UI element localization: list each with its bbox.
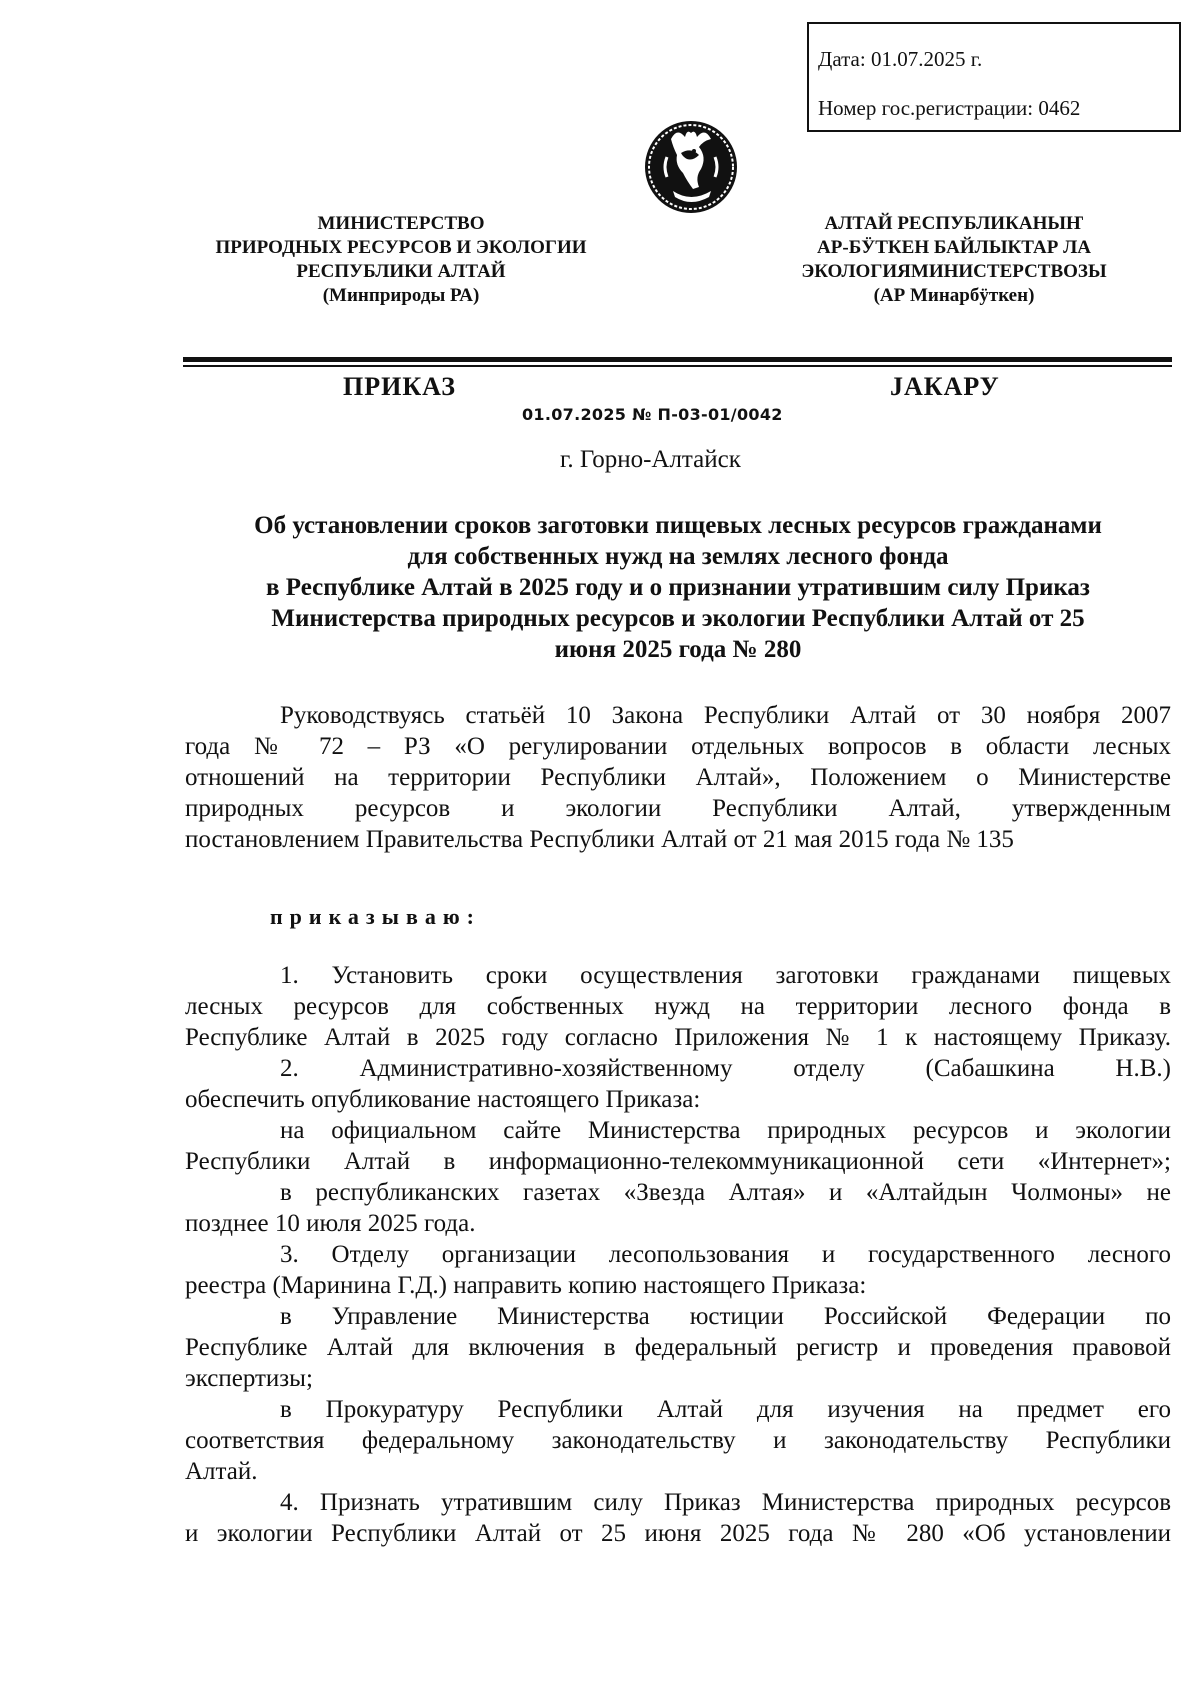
item3-line1: 3. Отделу организации лесопользования и государственного лесного bbox=[280, 1241, 1171, 1268]
coat-of-arms-icon bbox=[637, 117, 745, 220]
order-number: 01.07.2025 № П-03-01/0042 bbox=[522, 405, 783, 424]
order-word-ru: ПРИКАЗ bbox=[343, 372, 457, 401]
preamble-paragraph bbox=[185, 700, 1171, 855]
ministry-ru-line3: РЕСПУБЛИКИ АЛТАЙ bbox=[296, 261, 506, 282]
item3b-line2: соответствия федеральному законодательству и законодательству Республики bbox=[185, 1427, 1171, 1454]
preamble-line5: постановлением Правительства Республики Алтай от 21 мая 2015 года № 135 bbox=[185, 826, 1014, 853]
item3b-line1: в Прокуратуру Республики Алтай для изучения на предмет его bbox=[280, 1396, 1171, 1423]
item4-line2: и экологии Республики Алтай от 25 июня 2025 года № 280 «Об установлении bbox=[185, 1520, 1171, 1547]
ministry-alt-line2: АР-БӰТКЕН БАЙЛЫКТАР ЛА bbox=[817, 237, 1091, 258]
ministry-ru-line2: ПРИРОДНЫХ РЕСУРСОВ И ЭКОЛОГИИ bbox=[215, 237, 587, 258]
title-line2: для собственных нужд на землях лесного фонда bbox=[407, 543, 949, 570]
item3a-line2: Республике Алтай для включения в федеральный регистр и проведения правовой bbox=[185, 1334, 1171, 1361]
registration-number-value: 0462 bbox=[1038, 96, 1081, 120]
ministry-header-altai bbox=[754, 212, 1154, 308]
item1-line2: лесных ресурсов для собственных нужд на территории лесного фонда в bbox=[185, 993, 1171, 1020]
item2a-line1: на официальном сайте Министерства природных ресурсов и экологии bbox=[280, 1117, 1171, 1144]
preamble-line1: Руководствуясь статьёй 10 Закона Республики Алтай от 30 ноября 2007 bbox=[280, 702, 1171, 729]
preamble-line2: года № 72 – РЗ «О регулировании отдельных вопросов в области лесных bbox=[185, 733, 1171, 760]
title-line4: Министерства природных ресурсов и экологии Республики Алтай от 25 bbox=[271, 605, 1085, 632]
document-title bbox=[183, 510, 1173, 665]
item1-line1: 1. Установить сроки осуществления заготовки гражданами пищевых bbox=[280, 962, 1171, 989]
item2a-line2: Республики Алтай в информационно-телекоммуникационной сети «Интернет»; bbox=[185, 1148, 1171, 1175]
item2b-line1: в республиканских газетах «Звезда Алтая» и «Алтайдын Чолмоны» не bbox=[280, 1179, 1171, 1206]
registration-date-label: Дата: bbox=[818, 47, 866, 71]
title-line1: Об установлении сроков заготовки пищевых лесных ресурсов гражданами bbox=[254, 512, 1102, 539]
item2-line1: 2. Административно-хозяйственному отделу (Сабашкина Н.В.) bbox=[280, 1055, 1171, 1082]
title-line5: июня 2025 года № 280 bbox=[554, 636, 802, 663]
title-line3: в Республике Алтай в 2025 году и о признании утратившим силу Приказ bbox=[266, 574, 1090, 601]
registration-stamp bbox=[807, 22, 1181, 132]
orders-list bbox=[185, 960, 1171, 1549]
item2b-line2: позднее 10 июля 2025 года. bbox=[185, 1210, 476, 1237]
order-city: г. Горно-Алтайск bbox=[560, 446, 741, 473]
item4-line1: 4. Признать утратившим силу Приказ Министерства природных ресурсов bbox=[280, 1489, 1171, 1516]
registration-number bbox=[818, 96, 1080, 121]
ministry-alt-line1: АЛТАЙ РЕСПУБЛИКАНЫҤ bbox=[824, 213, 1084, 234]
item3b-line3: Алтай. bbox=[185, 1458, 258, 1485]
item3-line2: реестра (Маринина Г.Д.) направить копию настоящего Приказа: bbox=[185, 1272, 867, 1299]
item3a-line3: экспертизы; bbox=[185, 1365, 313, 1392]
registration-date-value: 01.07.2025 г. bbox=[870, 47, 983, 71]
decree-word: приказываю: bbox=[270, 904, 481, 929]
header-divider-thin bbox=[183, 365, 1172, 367]
order-word-altai: JАКАРУ bbox=[890, 372, 1000, 401]
ministry-header-ru bbox=[190, 212, 612, 308]
ministry-alt-line4: (АР Минарбӱткен) bbox=[873, 285, 1035, 306]
registration-number-label: Номер гос.регистрации: bbox=[818, 96, 1034, 120]
ministry-alt-line3: ЭКОЛОГИЯМИНИСТЕРСТВОЗЫ bbox=[801, 261, 1107, 282]
item2-line2: обеспечить опубликование настоящего Приказа: bbox=[185, 1086, 701, 1113]
item1-line3: Республике Алтай в 2025 году согласно Приложения № 1 к настоящему Приказу. bbox=[185, 1024, 1171, 1051]
ministry-ru-line4: (Минприроды РА) bbox=[322, 285, 480, 306]
ministry-ru-line1: МИНИСТЕРСТВО bbox=[317, 213, 485, 234]
registration-date bbox=[818, 47, 982, 72]
preamble-line3: отношений на территории Республики Алтай», Положением о Министерстве bbox=[185, 764, 1171, 791]
preamble-line4: природных ресурсов и экологии Республики Алтай, утвержденным bbox=[185, 795, 1171, 822]
header-divider-thick bbox=[183, 357, 1172, 362]
item3a-line1: в Управление Министерства юстиции Российской Федерации по bbox=[280, 1303, 1171, 1330]
